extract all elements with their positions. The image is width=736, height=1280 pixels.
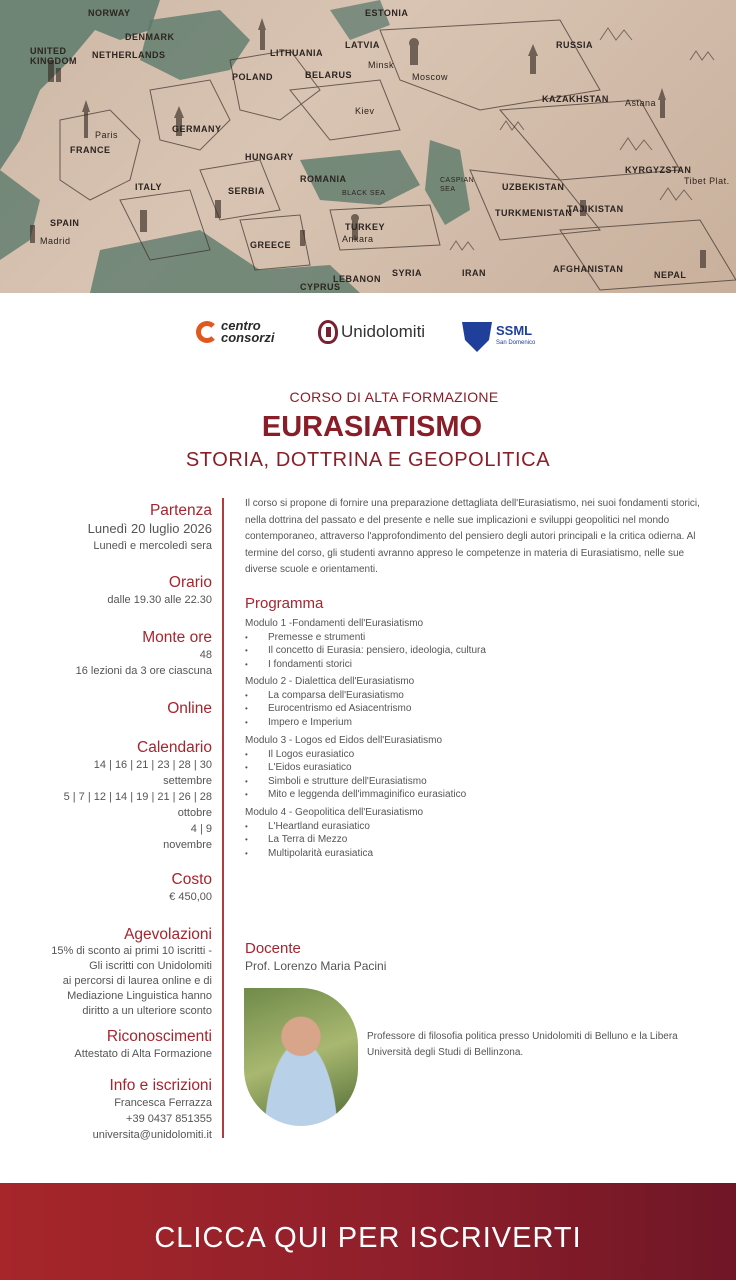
map-label: HUNGARY [245,152,294,162]
section-heading: Online [167,700,212,717]
map-label: ITALY [135,182,163,192]
module-item: • Multipolarità eurasiatica [245,847,705,861]
map-label: BLACK SEA [342,190,386,197]
map-label: SYRIA [392,268,423,278]
lessons-note: 16 lezioni da 3 ore ciascuna [75,665,212,677]
module-item: • La Terra di Mezzo [245,833,705,847]
calendar-line: 5 | 7 | 12 | 14 | 19 | 21 | 26 | 28 [63,791,212,803]
ssml-logo [462,322,535,352]
section-heading: Monte ore [142,629,212,646]
module-title: Modulo 4 - Geopolitica dell'Eurasiatismo [245,807,424,818]
course-subtitle: STORIA, DOTTRINA E GEOPOLITICA [185,449,551,471]
section-heading: Costo [171,871,212,888]
map-label: FRANCE [70,145,111,155]
section-heading: Info e iscrizioni [109,1077,212,1094]
map-label: Madrid [40,236,71,246]
course-title: EURASIATISMO [261,411,483,443]
module-title: Modulo 1 -Fondamenti dell'Eurasiatismo [245,618,424,629]
price: € 450,00 [169,891,212,903]
discount-line: ai percorsi di laurea online e di [62,975,212,987]
calendar-line: ottobre [177,807,212,819]
start-note: Lunedì e mercoledì sera [93,540,212,552]
module-item: • Mito e leggenda dell'immaginifico eurasiatico [245,788,705,802]
teacher-photo [244,988,358,1126]
program-heading: Programma [245,595,324,612]
logo-text: San Domenico [496,340,536,346]
map-label: CYPRUS [300,282,341,292]
map-label: Minsk [368,60,395,70]
logo-text: consorzi [221,330,275,345]
map-label: TURKEY [345,222,386,232]
course-kicker: CORSO DI ALTA FORMAZIONE [289,389,499,405]
calendar-line: settembre [163,775,212,787]
section-heading: Orario [168,574,212,591]
discount-line: Mediazione Linguistica hanno [67,990,212,1002]
map-label: IRAN [462,268,486,278]
module-item: • I fondamenti storici [245,658,705,672]
enroll-button[interactable] [0,1183,736,1280]
unidolomiti-logo [318,320,425,344]
enroll-button-label: CLICCA QUI PER ISCRIVERTI [154,1222,582,1254]
module-item: • L'Eidos eurasiatico [245,761,705,775]
section-heading: Agevolazioni [124,926,212,943]
map-label: LATVIA [345,40,380,50]
map-label: NORWAY [88,8,131,18]
teacher-bio: Professore di filosofia politica presso Unidolomiti di Belluno e la Libera Università degli Studi di Bellinzona. [367,1031,678,1058]
unidolomiti-mark-icon [318,320,338,344]
map-label: GERMANY [172,124,222,134]
logo-text: centro [221,318,261,333]
info-costo [20,871,212,905]
section-heading: Partenza [149,502,212,519]
map-label: ROMANIA [300,174,347,184]
logo-text: Unidolomiti [341,322,426,341]
info-online [20,700,212,718]
schedule-time: dalle 19.30 alle 22.30 [107,594,212,606]
map-label: UNITED KINGDOM [30,46,77,66]
module-item: • Eurocentrismo ed Asiacentrismo [245,702,705,716]
map-label: SPAIN [50,218,80,228]
module-title: Modulo 3 - Logos ed Eidos dell'Eurasiatismo [245,735,443,746]
map-label: NEPAL [654,270,687,280]
map-label: DENMARK [125,32,175,42]
start-date: Lunedì 20 luglio 2026 [87,521,212,536]
module-item: • Premesse e strumenti [245,631,705,645]
ssml-shield-icon [462,322,492,352]
map-label: Tibet Plat. [684,176,730,186]
map-label: UZBEKISTAN [502,182,565,192]
map-label: Astana [625,98,657,108]
discount-line: diritto a un ulteriore sconto [82,1005,212,1017]
module-item: • Simboli e strutture dell'Eurasiatismo [245,775,705,789]
info-riconoscimenti [20,1028,212,1062]
section-heading: Calendario [137,739,212,756]
module-item: • Il concetto di Eurasia: pensiero, ideologia, cultura [245,644,705,658]
centro-consorzi-mark-icon [196,321,218,343]
column-divider [222,498,224,1138]
centro-consorzi-logo [196,320,274,344]
info-orario [20,574,212,608]
contact-phone[interactable]: +39 0437 851355 [126,1113,212,1125]
map-label: Kiev [355,106,375,116]
info-partenza [20,502,212,554]
map-label: TURKMENISTAN [495,208,573,218]
map-label: KYRGYZSTAN [625,165,692,175]
map-label: ESTONIA [365,8,409,18]
map-label: Ankara [342,234,374,244]
section-heading: Riconoscimenti [106,1028,212,1045]
module-item: • Impero e Imperium [245,716,705,730]
module-item: • Il Logos eurasiatico [245,748,705,762]
course-description: Il corso si propone di fornire una preparazione dettagliata dell'Eurasiatismo, nei suoi fondamenti storici, nella dottrina del passato e del presente e nelle sue implicazioni e sviluppi geopolitici nel mondo contemporaneo, attraverso l'approfondimento del pensiero degli autori principali e la critica odierna. Al termine del corso, gli studenti avranno appreso le competenze in materia di Eurasiatismo, nelle sue diverse scuole e orientamenti. [245,498,700,575]
map-label: Moscow [412,72,449,82]
module-4 [245,806,705,860]
info-calendario [20,739,212,853]
map-label: BELARUS [305,70,353,80]
map-label: CASPIAN SEA [440,177,475,193]
map-label: AFGHANISTAN [553,264,624,274]
map-label: Paris [95,130,119,140]
contact-email[interactable]: universita@unidolomiti.it [92,1129,212,1141]
discount-line: 15% di sconto ai primi 10 iscritti - [51,945,212,957]
teacher-heading: Docente [245,940,301,957]
module-item: • La comparsa dell'Eurasiatismo [245,689,705,703]
map-label: GREECE [250,240,292,250]
map-banner [0,0,736,293]
map-label: LEBANON [333,274,381,284]
info-agevolazioni [20,926,212,1019]
discount-line: Gli iscritti con Unidolomiti [89,960,212,972]
partner-logos [0,318,736,358]
teacher-name: Prof. Lorenzo Maria Pacini [245,959,387,973]
logo-text: SSML [496,323,533,338]
map-label: NETHERLANDS [92,50,166,60]
module-2 [245,675,705,729]
module-1 [245,617,705,671]
certificate: Attestato di Alta Formazione [74,1048,212,1060]
map-label: RUSSIA [556,40,594,50]
map-label: TAJIKISTAN [567,204,624,214]
map-label: KAZAKHSTAN [542,94,609,104]
calendar-line: 14 | 16 | 21 | 23 | 28 | 30 [93,759,212,771]
contact-name: Francesca Ferrazza [114,1097,212,1109]
map-label: POLAND [232,72,273,82]
module-title: Modulo 2 - Dialettica dell'Eurasiatismo [245,676,415,687]
map-label: LITHUANIA [270,48,323,58]
total-hours: 48 [199,649,212,661]
module-item: • L'Heartland eurasiatico [245,820,705,834]
map-label: SERBIA [228,186,266,196]
calendar-line: 4 | 9 [190,823,212,835]
info-iscrizioni [20,1077,212,1143]
info-monte-ore [20,629,212,679]
module-3 [245,734,705,802]
calendar-line: novembre [163,839,212,851]
